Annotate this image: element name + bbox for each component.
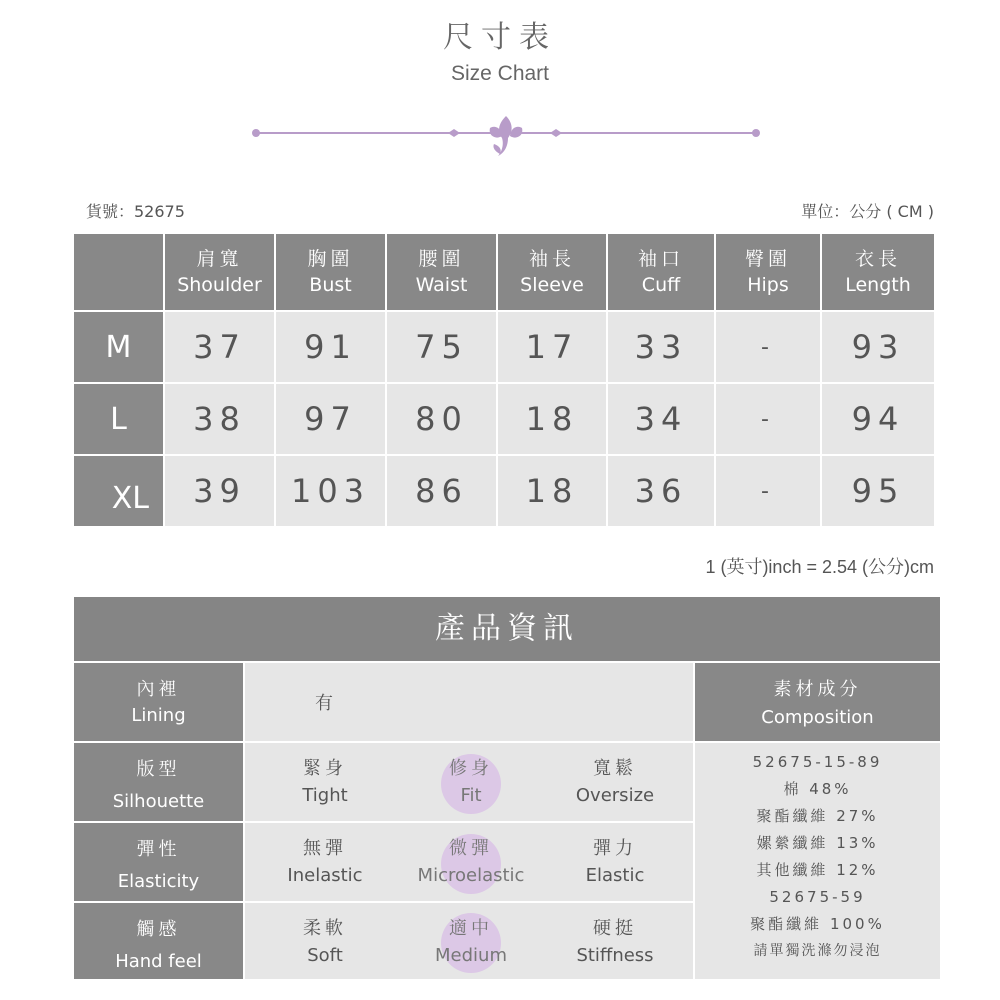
column-header-hips [715,233,821,311]
composition-line: 棉 48% [783,780,852,798]
lining-label [74,663,243,741]
size-table-header [73,233,935,311]
column-header-shoulder [164,233,275,311]
option-en: Oversize [575,785,655,806]
option-oversize [545,755,685,809]
attribute-label-en: Hand feel [115,951,202,972]
option-en: Microelastic [417,865,525,886]
composition-line: 請單獨洗滌勿浸泡 [753,943,882,959]
size-value: 94 [821,383,935,455]
composition-line: 嫘縈纖維 13% [756,834,879,852]
composition-list [695,743,940,979]
attribute-label-cn: 版型 [136,759,181,780]
option-elastic [545,835,685,889]
option-stiffness [545,915,685,969]
product-info-title: 產品資訊 [74,597,940,661]
column-header-cn: 腰圍 [418,248,465,270]
attribute-label-elasticity [74,823,243,901]
lining-label-en: Lining [131,705,186,726]
lining-label-cn: 內裡 [136,679,181,700]
size-value: 37 [164,311,275,383]
option-en: Stiffness [576,945,654,966]
composition-line: 其他纖維 12% [756,861,879,879]
size-value: 97 [275,383,386,455]
option-en: Elastic [585,865,645,886]
size-row [73,311,935,383]
composition-line: 52675-15-89 [752,753,883,771]
size-label: L [73,383,164,455]
size-value: 95 [821,455,935,527]
option-en: Tight [302,785,348,806]
option-fit [401,755,541,809]
option-cn: 彈力 [593,838,637,859]
column-header-cn: 袖長 [528,248,575,270]
composition-line: 聚酯纖維 100% [750,915,885,933]
column-header-en: Bust [309,274,352,296]
size-value: 18 [497,455,607,527]
composition-line: 52675-59 [769,888,866,906]
column-header-waist [386,233,497,311]
size-value: - [715,311,821,383]
option-cn: 適中 [449,918,493,939]
attribute-label-hand-feel [74,903,243,979]
option-inelastic [255,835,395,889]
size-value: 18 [497,383,607,455]
column-header-en: Waist [415,274,468,296]
size-value: 91 [275,311,386,383]
column-header-cn: 肩寬 [196,248,243,270]
column-header-cn: 袖口 [637,248,684,270]
lining-value-cell [245,663,693,741]
size-value: 86 [386,455,497,527]
column-header-en: Length [845,274,911,296]
column-header-length [821,233,935,311]
option-en: Medium [435,945,507,966]
column-header-cn: 臀圍 [744,248,791,270]
column-header-cuff [607,233,715,311]
size-value: 34 [607,383,715,455]
column-header-cn: 衣長 [854,248,901,270]
column-header-bust [275,233,386,311]
option-microelastic [401,835,541,889]
column-header-en: Shoulder [177,274,262,296]
column-header-sleeve [497,233,607,311]
size-value: 80 [386,383,497,455]
option-en: Fit [460,785,482,806]
option-cn: 柔軟 [303,918,347,939]
size-row [73,383,935,455]
size-table [72,232,936,528]
corner-cell [73,233,164,311]
product-info-panel [74,597,940,979]
option-en: Inelastic [287,865,363,886]
option-cn: 寬鬆 [593,758,637,779]
composition-label-cn: 素材成分 [773,679,862,700]
column-header-en: Cuff [641,274,681,296]
composition-label-en: Composition [761,707,874,728]
attribute-label-cn: 觸感 [136,919,181,940]
attribute-label-en: Elasticity [117,871,200,892]
page-title: 尺寸表 [443,20,557,55]
size-value: 103 [275,455,386,527]
size-value: 38 [164,383,275,455]
unit-label: 單位：公分 ( CM ) [801,202,934,221]
column-header-cn: 胸圍 [307,248,354,270]
option-soft [255,915,395,969]
composition-label [695,663,940,741]
iris-ornament-icon [250,108,762,158]
option-cn: 緊身 [303,758,347,779]
size-value: 17 [497,311,607,383]
option-en: Soft [307,945,343,966]
size-value: 75 [386,311,497,383]
composition-line: 聚酯纖維 27% [756,807,879,825]
size-value: - [715,383,821,455]
lining-value: 有 [315,693,333,714]
size-label: XL [73,455,164,527]
option-cn: 修身 [449,758,493,779]
option-medium [401,915,541,969]
option-cn: 硬挺 [593,918,637,939]
column-header-en: Hips [747,274,789,296]
option-tight [255,755,395,809]
size-value: - [715,455,821,527]
attribute-label-silhouette [74,743,243,821]
size-value: 39 [164,455,275,527]
page-subtitle: Size Chart [450,62,550,85]
size-value: 33 [607,311,715,383]
item-number: 貨號：52675 [86,202,185,221]
column-header-en: Sleeve [520,274,584,296]
size-value: 36 [607,455,715,527]
attribute-options-cell [245,823,693,901]
unit-conversion: 1 (英寸)inch = 2.54 (公分)cm [705,557,934,577]
option-cn: 無彈 [303,838,347,859]
attribute-label-en: Silhouette [112,791,205,812]
size-row [73,455,935,527]
option-cn: 微彈 [449,838,493,859]
size-value: 93 [821,311,935,383]
attribute-options-cell [245,743,693,821]
attribute-label-cn: 彈性 [136,839,181,860]
size-label: M [73,311,164,383]
attribute-options-cell [245,903,693,979]
